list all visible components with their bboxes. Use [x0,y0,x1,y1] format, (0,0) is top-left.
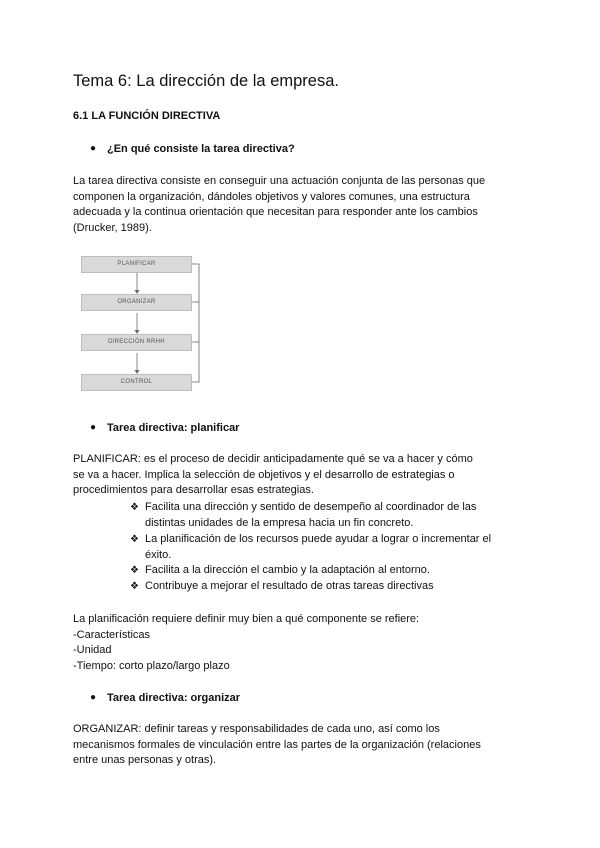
paragraph-definition [73,174,543,236]
bullet-dot-icon: ● [90,422,97,433]
flow-box-control: CONTROL [81,374,192,391]
text-line: distintas unidades de la empresa hacia un fin concreto. [145,516,414,529]
text-line: componen la organización, dándoles objetivos y valores comunes, una estructura [73,190,470,203]
bullet-dot-icon: ● [90,692,97,703]
text-line: -Tiempo: corto plazo/largo plazo [73,659,230,672]
text-line: La planificación de los recursos puede ayudar a lograr o incrementar el [145,533,492,545]
page-title: Tema 6: La dirección de la empresa. [73,72,339,90]
text-line: -Características [73,628,151,641]
text-line: adecuada y la continua orientación que necesitan para responder ante los cambios [73,206,478,218]
paragraph-organizar [73,722,543,769]
text-line: Facilita a la dirección el cambio y la adaptación al entorno. [145,564,430,576]
bullet-question-text: ¿En qué consiste la tarea directiva? [107,143,295,155]
flow-box-direccion: DIRECCIÓN RRHH [81,334,192,351]
sub-item [130,532,545,563]
text-line: Facilita una dirección y sentido de desempeño al coordinador de las [145,501,477,513]
text-line: entre unas personas y otras). [73,754,217,766]
paragraph-planificar [73,452,543,499]
paragraph-requires [73,612,543,674]
flow-box-planificar: PLANIFICAR [81,256,192,273]
sub-item [130,500,545,531]
text-line: procedimientos para desarrollar esas estrategias. [73,484,314,496]
text-line: PLANIFICAR: es el proceso de decidir anticipadamente qué se va a hacer y cómo [73,453,473,465]
bullet-organizar [90,692,241,704]
text-line: La planificación requiere definir muy bien a qué componente se refiere: [73,613,420,625]
text-line: mecanismos formales de vinculación entre las partes de la organización (relaciones [73,738,481,751]
bullet-planificar-text: Tarea directiva: planificar [107,422,240,434]
text-line: La tarea directiva consiste en conseguir una actuación conjunta de las personas que [73,175,486,187]
bullet-planificar [90,422,240,434]
bullet-dot-icon: ● [90,143,97,154]
bullet-organizar-text: Tarea directiva: organizar [107,692,241,704]
diamond-bullet-icon: ❖ [130,534,139,545]
flow-box-organizar: ORGANIZAR [81,294,192,311]
diamond-bullet-icon: ❖ [130,502,139,513]
text-line: ORGANIZAR: definir tareas y responsabilidades de cada uno, así como los [73,723,440,735]
diamond-bullet-icon: ❖ [130,581,139,592]
text-line: éxito. [145,548,172,561]
text-line: (Drucker, 1989). [73,221,152,234]
sub-item [130,579,545,595]
bullet-question [90,143,295,155]
section-heading: 6.1 LA FUNCIÓN DIRECTIVA [73,110,221,122]
feedback-loop-line [192,264,199,382]
sub-item [130,563,545,579]
text-line: Contribuye a mejorar el resultado de otras tareas directivas [145,580,434,592]
text-line: se va a hacer. Implica la selección de objetivos y el desarrollo de estrategias o [73,468,455,481]
text-line: -Unidad [73,644,112,656]
diamond-bullet-icon: ❖ [130,565,139,576]
